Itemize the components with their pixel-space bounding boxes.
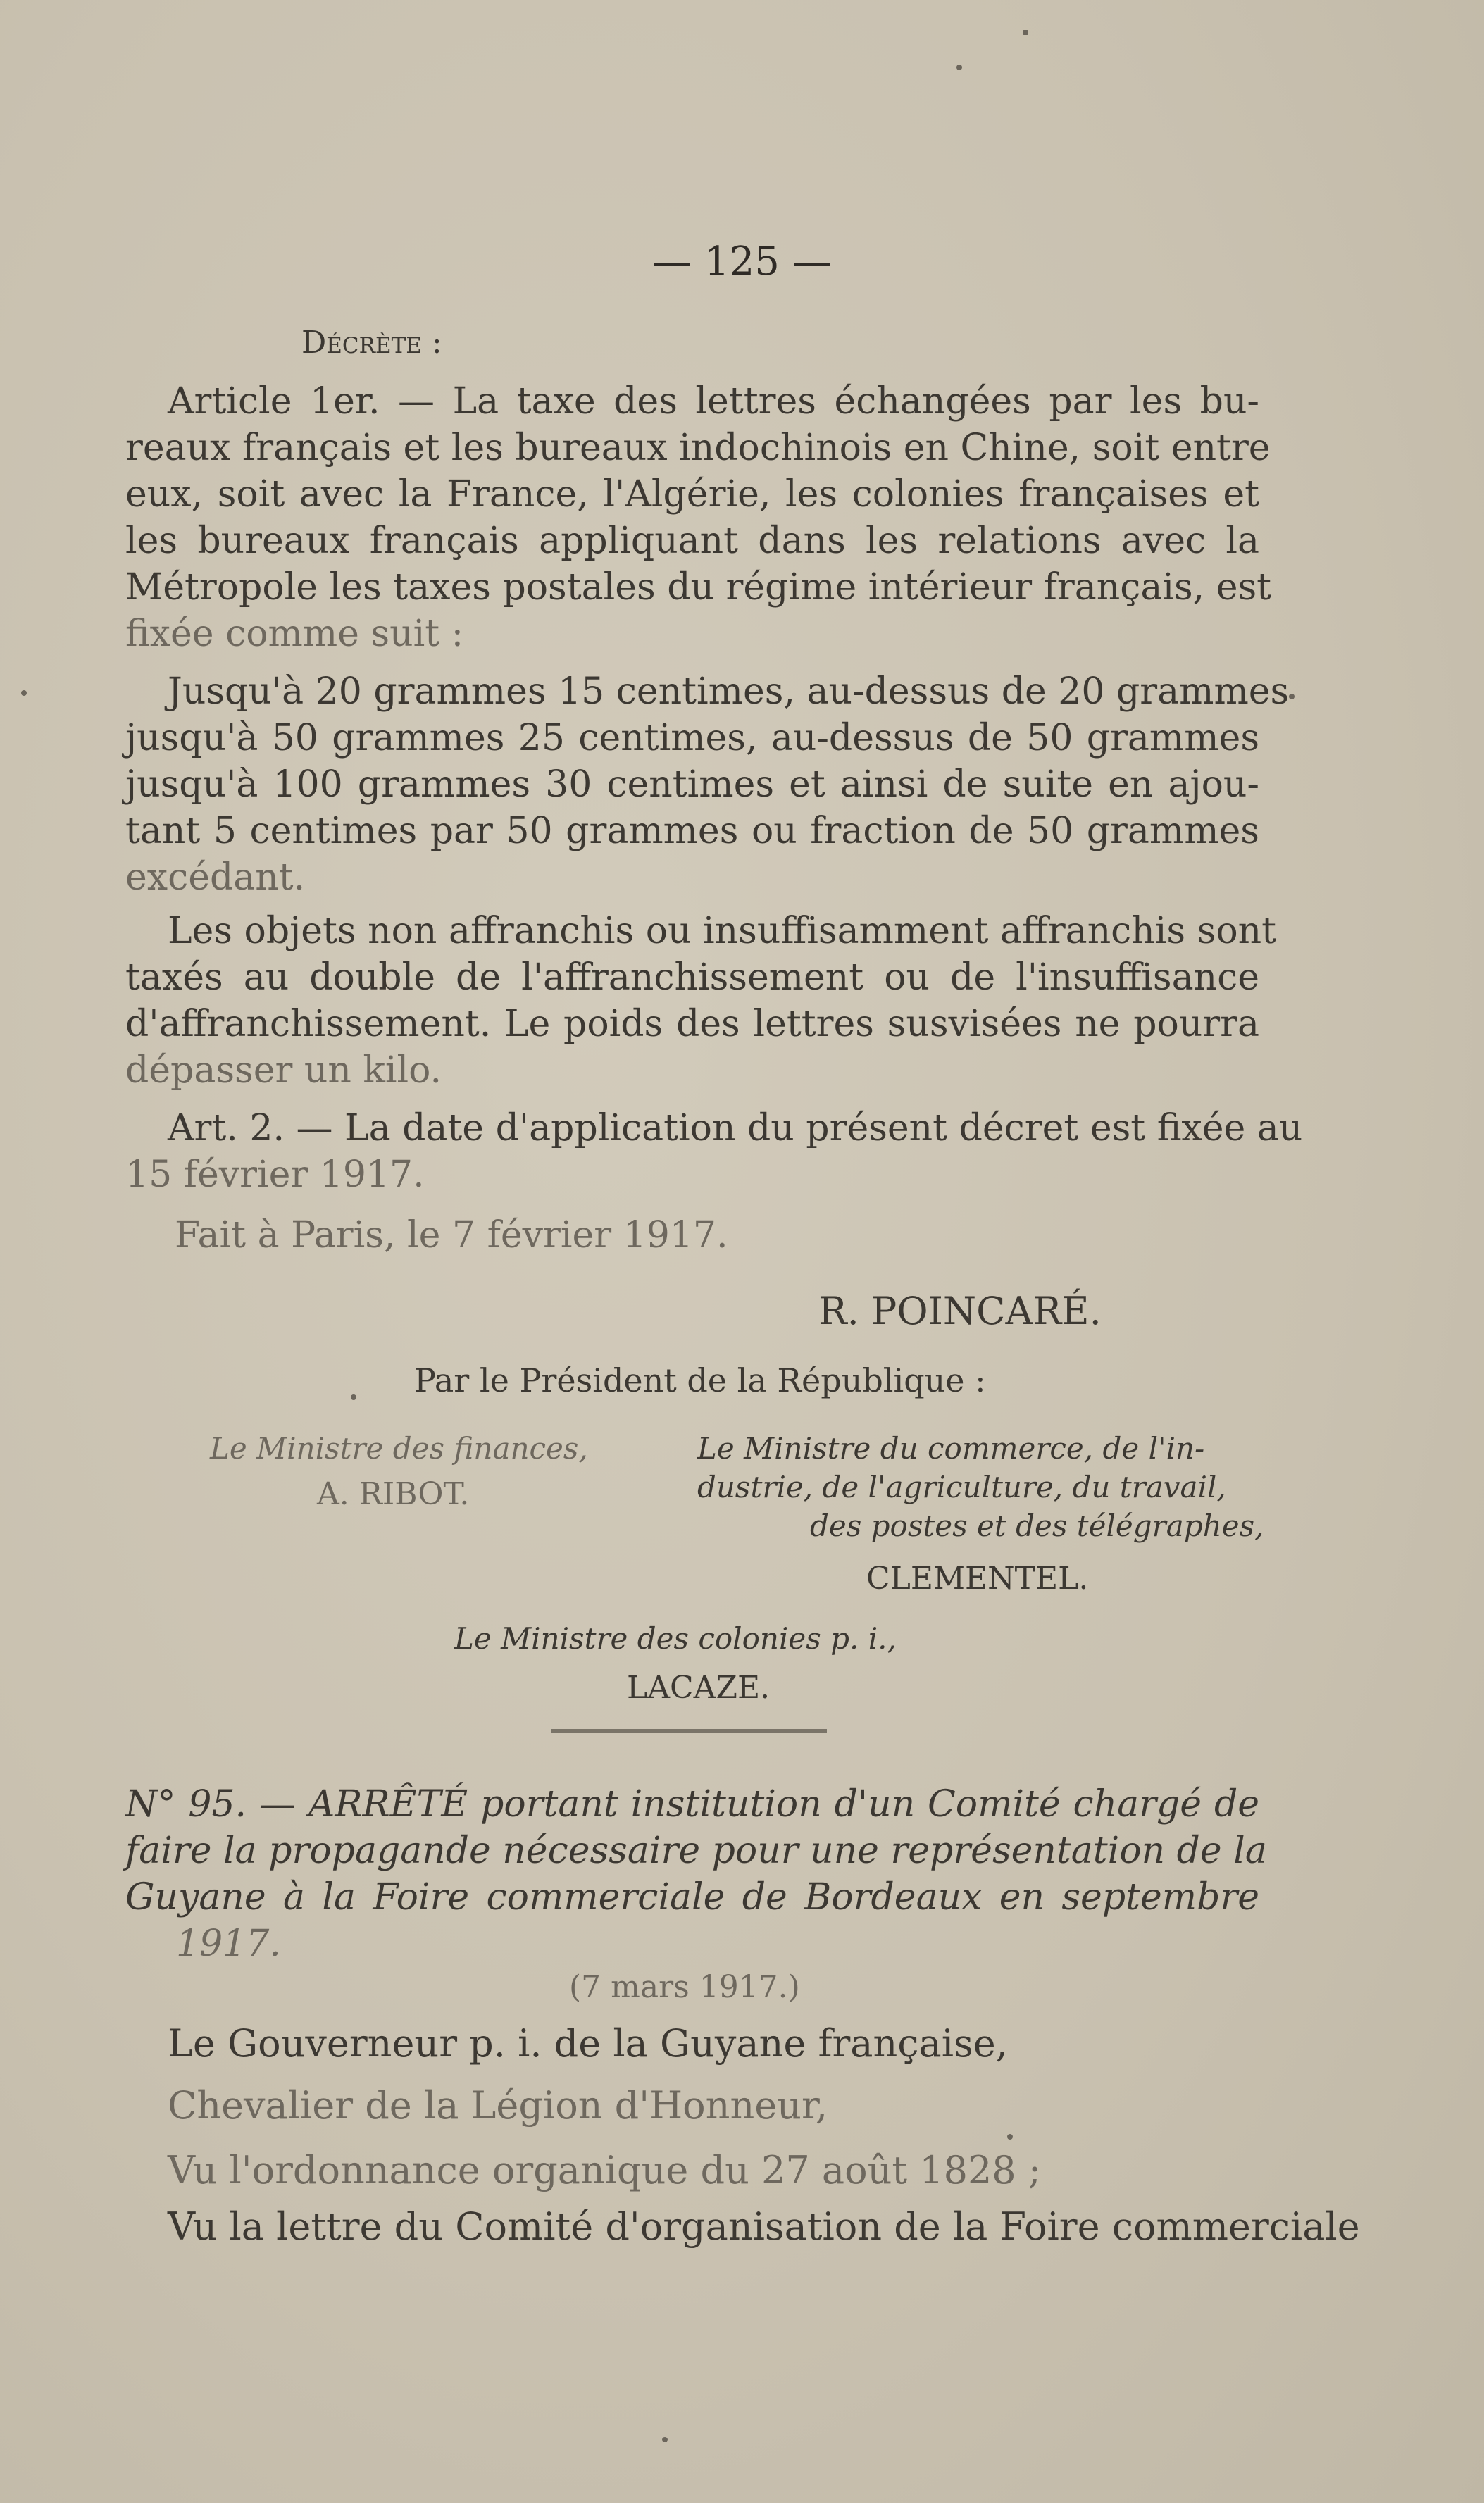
paper-speck [21, 690, 27, 696]
chevalier-line: Chevalier de la Légion d'Honneur, [168, 2083, 828, 2128]
article-1-line: reaux français et les bureaux indochinois en Chine, soit entre [125, 427, 1271, 469]
arrete-line: faire la propagande nécessaire pour une représentation de la [125, 1830, 1267, 1872]
ministre-commerce-line: des postes et des télégraphes, [810, 1509, 1264, 1543]
article-2-line: Art. 2. — La date d'application du présent décret est fixée au [168, 1107, 1303, 1149]
ministre-commerce-line: dustrie, de l'agriculture, du travail, [697, 1470, 1226, 1504]
lacaze-signature: LACAZE. [627, 1670, 771, 1706]
ribot-signature: A. RIBOT. [317, 1476, 470, 1512]
signature-poincare: R. POINCARÉ. [818, 1289, 1102, 1333]
clementel-signature: CLEMENTEL. [866, 1561, 1089, 1597]
paper-speck [956, 65, 962, 70]
section-divider [551, 1729, 827, 1733]
ministre-finances: Le Ministre des finances, [210, 1431, 588, 1466]
article-1-line: Métropole les taxes postales du régime intérieur français, est [125, 566, 1272, 608]
tariff-line: excédant. [125, 856, 306, 899]
article-1-line: Article 1er. — La taxe des lettres échangées par les bu- [168, 380, 1259, 423]
paper-speck [351, 1394, 356, 1400]
arrete-line: N° 95. — ARRÊTÉ portant institution d'un Comité chargé de [125, 1783, 1259, 1825]
decree-heading: Décrète : [301, 325, 442, 361]
tariff-line: Jusqu'à 20 grammes 15 centimes, au-dessus de 20 grammes [168, 670, 1290, 713]
gouverneur-line: Le Gouverneur p. i. de la Guyane française, [168, 2021, 1008, 2066]
article-2-line: 15 février 1917. [125, 1154, 425, 1196]
ministre-colonies: Le Ministre des colonies p. i., [454, 1621, 897, 1656]
par-le-president: Par le Président de la République : [414, 1361, 986, 1399]
arrete-date: (7 mars 1917.) [569, 1969, 800, 2005]
fait-a-paris: Fait à Paris, le 7 février 1917. [175, 1214, 728, 1256]
objects-line: Les objets non affranchis ou insuffisamment affranchis sont [168, 910, 1277, 952]
tariff-line: tant 5 centimes par 50 grammes ou fraction de 50 grammes [125, 810, 1259, 852]
article-1-line: fixée comme suit : [125, 613, 464, 655]
ministre-commerce-line: Le Ministre du commerce, de l'in- [697, 1431, 1205, 1466]
paper-speck [1289, 694, 1295, 699]
arrete-line: Guyane à la Foire commerciale de Bordeaux en septembre [125, 1876, 1259, 1918]
tariff-line: jusqu'à 50 grammes 25 centimes, au-dessus de 50 grammes [125, 717, 1259, 759]
vu-ordonnance: Vu l'ordonnance organique du 27 août 1828 ; [168, 2148, 1042, 2192]
tariff-line: jusqu'à 100 grammes 30 centimes et ainsi de suite en ajou- [125, 763, 1259, 806]
paper-speck [662, 2437, 668, 2442]
objects-line: dépasser un kilo. [125, 1049, 442, 1092]
article-1-line: les bureaux français appliquant dans les relations avec la [125, 520, 1259, 562]
paper-speck [1023, 30, 1028, 35]
article-1-line: eux, soit avec la France, l'Algérie, les colonies françaises et [125, 473, 1259, 516]
arrete-line: 1917. [176, 1923, 281, 1965]
objects-line: d'affranchissement. Le poids des lettres susvisées ne pourra [125, 1003, 1259, 1045]
page-number: — 125 — [652, 239, 832, 285]
vu-lettre: Vu la lettre du Comité d'organisation de la Foire commerciale [168, 2204, 1360, 2249]
paper-speck [1007, 2134, 1013, 2140]
objects-line: taxés au double de l'affranchissement ou de l'insuffisance [125, 956, 1259, 999]
